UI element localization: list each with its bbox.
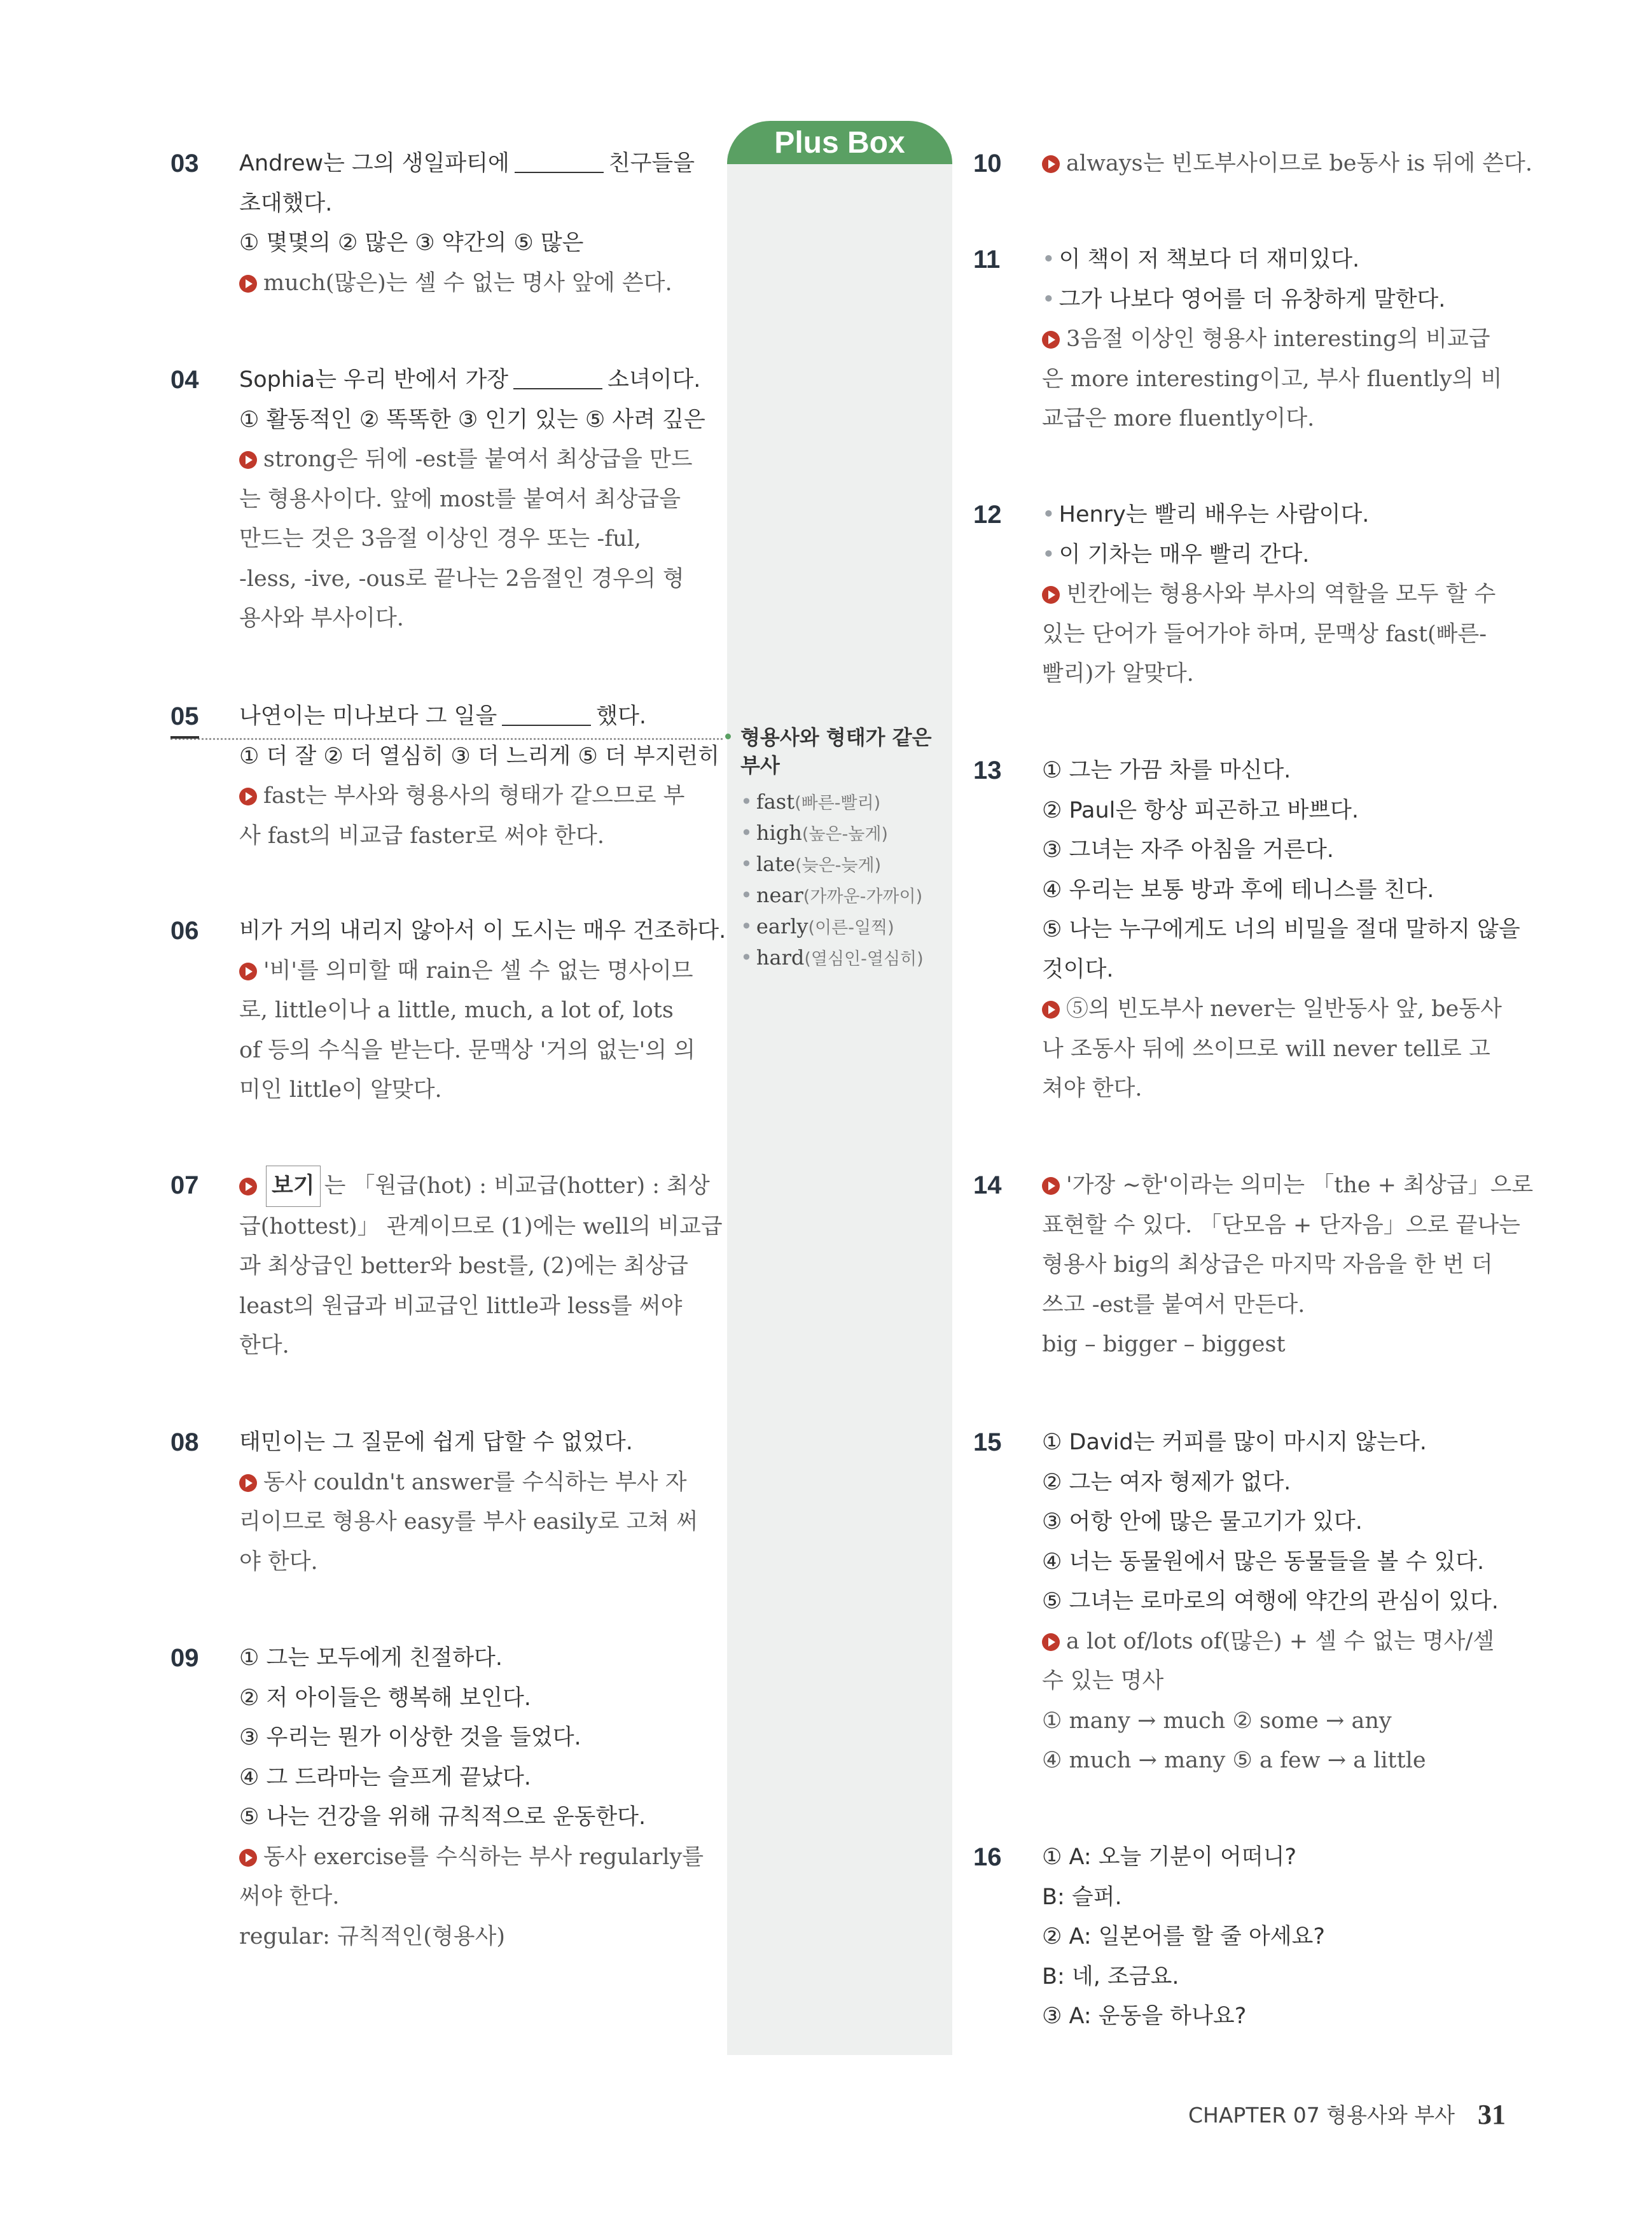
explanation-text: 교급은 more fluently이다. bbox=[1042, 406, 1315, 431]
question-text: 나연이는 미나보다 그 일을 bbox=[239, 704, 497, 729]
explanation-text: 수 있는 명사 bbox=[1042, 1668, 1164, 1694]
chapter-label: CHAPTER 07 형용사와 부사 bbox=[1188, 2103, 1455, 2128]
translation-line: ① 그는 가끔 차를 마신다. bbox=[1042, 758, 1291, 783]
explanation-text: ④ much → many ⑤ a few → a little bbox=[1042, 1748, 1426, 1773]
translation-line: 이 책이 저 책보다 더 재미있다. bbox=[1059, 247, 1360, 272]
arrow-icon bbox=[239, 1178, 257, 1195]
choice-line: ① 활동적인 ② 똑똑한 ③ 인기 있는 ⑤ 사려 깊은 bbox=[239, 407, 705, 433]
explanation-text: big – bigger – biggest bbox=[1042, 1332, 1286, 1357]
translation-line: ③ 어항 안에 많은 물고기가 있다. bbox=[1042, 1509, 1363, 1535]
explanation-text: 는 형용사이다. 앞에 most를 붙여서 최상급을 bbox=[239, 486, 681, 512]
arrow-icon bbox=[1042, 1177, 1060, 1195]
explanation-text: 야 한다. bbox=[239, 1549, 318, 1575]
explanation-text: 형용사 big의 최상급은 마지막 자음을 한 번 더 bbox=[1042, 1252, 1493, 1278]
arrow-icon bbox=[1042, 155, 1060, 173]
choice-line: ① 더 잘 ② 더 열심히 ③ 더 느리게 ⑤ 더 부지런히 bbox=[239, 743, 720, 769]
plus-box-item: • fast(빠른-빨리) bbox=[740, 790, 881, 814]
explanation-text: 미인 little이 알맞다. bbox=[239, 1077, 442, 1103]
translation-line: 것이다. bbox=[1042, 956, 1114, 982]
arrow-icon bbox=[239, 1474, 257, 1492]
explanation-text: 있는 단어가 들어가야 하며, 문맥상 fast(빠른- bbox=[1042, 621, 1487, 647]
arrow-icon bbox=[1042, 586, 1060, 604]
question-number: 15 bbox=[973, 1428, 1002, 1456]
plus-box-content bbox=[725, 723, 954, 974]
explanation-text: 쳐야 한다. bbox=[1042, 1076, 1142, 1101]
translation-line: ② A: 일본어를 할 줄 아세요? bbox=[1042, 1924, 1325, 1949]
translation-line: ② 저 아이들은 행복해 보인다. bbox=[239, 1685, 531, 1711]
translation-line: B: 슬퍼. bbox=[1042, 1884, 1122, 1910]
translation-line: ③ A: 운동을 하나요? bbox=[1042, 2003, 1247, 2029]
example-box-label: 보기 bbox=[266, 1166, 321, 1207]
plus-box-tab: Plus Box bbox=[727, 121, 952, 164]
translation-line: ① 그는 모두에게 친절하다. bbox=[239, 1645, 503, 1671]
blank-line bbox=[513, 388, 602, 389]
translation-line: ⑤ 그녀는 로마로의 여행에 약간의 관심이 있다. bbox=[1042, 1589, 1499, 1614]
question-text: 비가 거의 내리지 않아서 이 도시는 매우 건조하다. bbox=[239, 918, 726, 944]
explanation-text: always는 빈도부사이므로 be동사 is 뒤에 쓴다. bbox=[1066, 151, 1532, 176]
explanation-text: 은 more interesting이고, 부사 fluently의 비 bbox=[1042, 366, 1503, 392]
explanation-text: 사 fast의 비교급 faster로 써야 한다. bbox=[239, 823, 604, 849]
translation-line: ⑤ 나는 건강을 위해 규칙적으로 운동한다. bbox=[239, 1804, 646, 1830]
arrow-icon bbox=[1042, 1633, 1060, 1651]
plus-box-item: • near(가까운-가까이) bbox=[740, 883, 923, 907]
explanation-text: 급(hottest)」 관계이므로 (1)에는 well의 비교급 bbox=[239, 1213, 723, 1239]
question-text: 초대했다. bbox=[239, 190, 333, 216]
question-number: 04 bbox=[170, 366, 199, 394]
plus-box-item: • hard(열심인-열심히) bbox=[740, 945, 924, 970]
explanation-text: 만드는 것은 3음절 이상인 경우 또는 -ful, bbox=[239, 526, 642, 552]
translation-line: ① A: 오늘 기분이 어떠니? bbox=[1042, 1844, 1297, 1870]
question-number: 16 bbox=[973, 1843, 1002, 1871]
question-text: 친구들을 bbox=[608, 151, 695, 176]
explanation-text: 쓰고 -est를 붙여서 만든다. bbox=[1042, 1292, 1305, 1318]
explanation-text: 표현할 수 있다. 「단모음 + 단자음」으로 끝나는 bbox=[1042, 1212, 1520, 1238]
explanation-text: 3음절 이상인 형용사 interesting의 비교급 bbox=[1066, 326, 1490, 352]
question-text: Andrew는 그의 생일파티에 bbox=[239, 151, 510, 176]
question-number: 03 bbox=[170, 150, 199, 178]
question-number: 07 bbox=[170, 1171, 199, 1199]
question-number: 14 bbox=[973, 1171, 1002, 1199]
explanation-text: regular: 규칙적인(형용사) bbox=[239, 1923, 506, 1949]
question-number: 11 bbox=[973, 246, 1001, 274]
translation-line: ⑤ 나는 누구에게도 너의 비밀을 절대 말하지 않을 bbox=[1042, 917, 1520, 942]
explanation-text: 동사 couldn't answer를 수식하는 부사 자 bbox=[263, 1469, 687, 1495]
translation-line: ③ 그녀는 자주 아침을 거른다. bbox=[1042, 837, 1334, 863]
explanation-text: 과 최상급인 better와 best를, (2)에는 최상급 bbox=[239, 1253, 688, 1279]
arrow-icon bbox=[239, 451, 257, 469]
translation-line: ② 그는 여자 형제가 없다. bbox=[1042, 1469, 1291, 1495]
explanation-text: fast는 부사와 형용사의 형태가 같으므로 부 bbox=[263, 783, 685, 809]
question-text: 했다. bbox=[596, 704, 647, 729]
translation-line: ① David는 커피를 많이 마시지 않는다. bbox=[1042, 1430, 1427, 1455]
page-number: 31 bbox=[1478, 2099, 1506, 2130]
explanation-text: of 등의 수식을 받는다. 문맥상 '거의 없는'의 의 bbox=[239, 1037, 696, 1063]
explanation-text: 빨리)가 알맞다. bbox=[1042, 661, 1194, 686]
question-number: 09 bbox=[170, 1644, 199, 1672]
translation-line: 그가 나보다 영어를 더 유창하게 말한다. bbox=[1059, 286, 1446, 312]
translation-line: ② Paul은 항상 피곤하고 바쁘다. bbox=[1042, 797, 1359, 823]
explanation-text: strong은 뒤에 -est를 붙여서 최상급을 만드 bbox=[263, 447, 693, 472]
translation-line: ④ 우리는 보통 방과 후에 테니스를 친다. bbox=[1042, 877, 1434, 903]
question-text: 태민이는 그 질문에 쉽게 답할 수 없었다. bbox=[239, 1430, 633, 1455]
explanation-text: 동사 exercise를 수식하는 부사 regularly를 bbox=[263, 1844, 704, 1870]
translation-line: B: 네, 조금요. bbox=[1042, 1963, 1179, 1990]
explanation-text: ① many → much ② some → any bbox=[1042, 1708, 1392, 1734]
explanation-text: 는 「원급(hot) : 비교급(hotter) : 최상 bbox=[324, 1173, 710, 1199]
explanation-text: much(많은)는 셀 수 없는 명사 앞에 쓴다. bbox=[263, 270, 672, 296]
explanation-text: -less, -ive, -ous로 끝나는 2음절인 경우의 형 bbox=[239, 566, 684, 592]
question-text: 소녀이다. bbox=[607, 367, 701, 393]
translation-line: ④ 너는 동물원에서 많은 동물들을 볼 수 있다. bbox=[1042, 1549, 1485, 1575]
plus-box-item: • early(이른-일찍) bbox=[740, 914, 894, 938]
explanation-text: 로, little이나 a little, much, a lot of, lots bbox=[239, 998, 674, 1023]
arrow-icon bbox=[239, 963, 257, 980]
translation-line: Henry는 빨리 배우는 사람이다. bbox=[1059, 502, 1370, 527]
explanation-text: 써야 한다. bbox=[239, 1884, 340, 1909]
question-number: 06 bbox=[170, 917, 199, 945]
explanation-text: '가장 ~한'이라는 의미는 「the + 최상급」으로 bbox=[1066, 1173, 1534, 1198]
plus-box-panel bbox=[727, 154, 952, 2055]
question-number: 05 bbox=[170, 697, 199, 739]
explanation-text: 빈칸에는 형용사와 부사의 역할을 모두 할 수 bbox=[1066, 582, 1496, 607]
explanation-text: least의 원급과 비교급인 little과 less를 써야 bbox=[239, 1293, 683, 1319]
plus-box-title: 형용사와 형태가 같은 부사 bbox=[725, 723, 954, 779]
translation-line: ④ 그 드라마는 슬프게 끝났다. bbox=[239, 1764, 531, 1790]
page-footer bbox=[1188, 2098, 1506, 2131]
explanation-text: 한다. bbox=[239, 1333, 289, 1358]
plus-box-item: • high(높은-높게) bbox=[740, 821, 888, 845]
question-text: Sophia는 우리 반에서 가장 bbox=[239, 367, 509, 393]
explanation-text: 리이므로 형용사 easy를 부사 easily로 고쳐 써 bbox=[239, 1509, 698, 1535]
arrow-icon bbox=[1042, 331, 1060, 349]
translation-line: ③ 우리는 뭔가 이상한 것을 들었다. bbox=[239, 1725, 581, 1750]
question-number: 12 bbox=[973, 501, 1002, 529]
arrow-icon bbox=[1042, 1001, 1060, 1019]
plus-box-item: • late(늦은-늦게) bbox=[740, 852, 882, 876]
blank-line bbox=[502, 725, 591, 726]
arrow-icon bbox=[239, 1849, 257, 1867]
explanation-text: '비'를 의미할 때 rain은 셀 수 없는 명사이므 bbox=[263, 958, 693, 984]
arrow-icon bbox=[239, 788, 257, 805]
question-number: 10 bbox=[973, 150, 1002, 178]
translation-line: 이 기차는 매우 빨리 간다. bbox=[1059, 541, 1310, 568]
question-number: 08 bbox=[170, 1428, 199, 1456]
blank-line bbox=[515, 172, 604, 173]
explanation-text: a lot of/lots of(많은) + 셀 수 없는 명사/셀 bbox=[1066, 1628, 1495, 1654]
explanation-text: ⑤의 빈도부사 never는 일반동사 앞, be동사 bbox=[1066, 996, 1502, 1022]
choice-line: ① 몇몇의 ② 많은 ③ 약간의 ⑤ 많은 bbox=[239, 230, 584, 256]
question-number: 13 bbox=[973, 756, 1002, 784]
explanation-text: 용사와 부사이다. bbox=[239, 606, 404, 631]
arrow-icon bbox=[239, 275, 257, 293]
explanation-text: 나 조동사 뒤에 쓰이므로 will never tell로 고 bbox=[1042, 1036, 1490, 1062]
